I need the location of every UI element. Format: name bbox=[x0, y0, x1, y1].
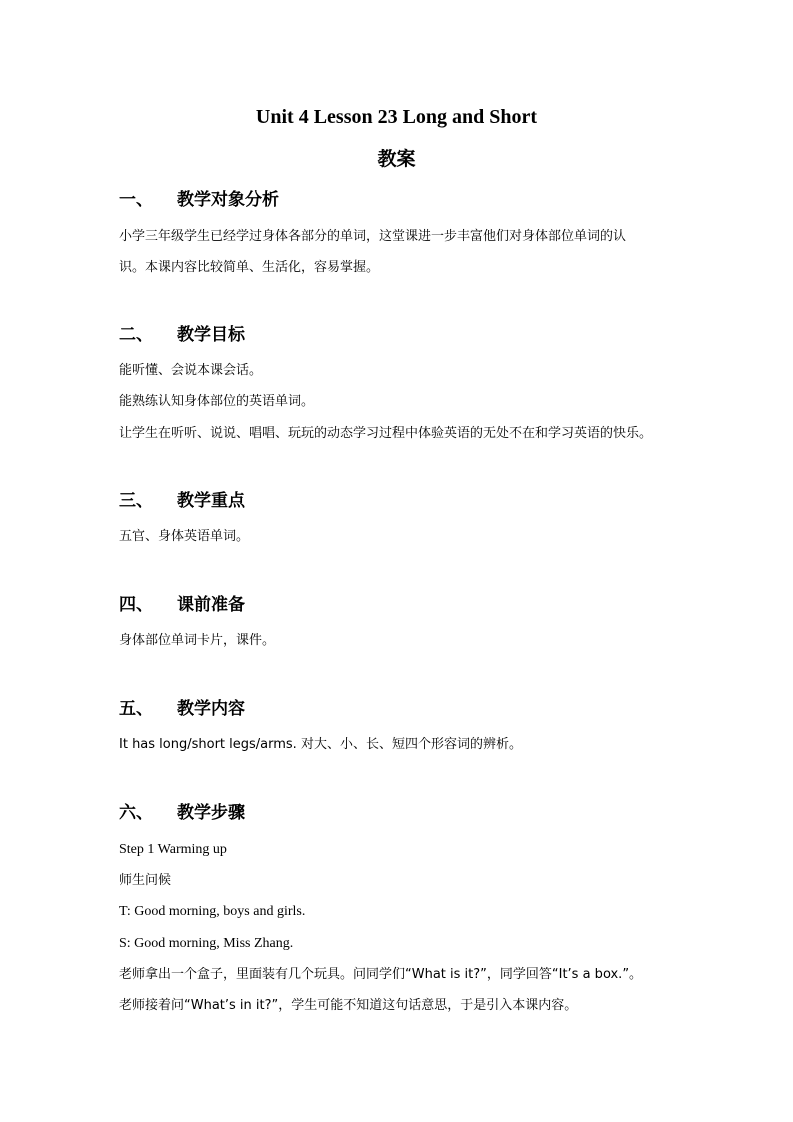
paragraph-line: T: Good morning, boys and girls. bbox=[119, 904, 306, 919]
section-heading-6 bbox=[119, 802, 245, 824]
section-title: 教学重点 bbox=[177, 491, 245, 511]
paragraph-line: 老师拿出一个盒子，里面装有几个玩具。问同学们“What is it?”，同学回答“It’s a box.”。 bbox=[119, 967, 643, 982]
paragraph-line: 让学生在听听、说说、唱唱、玩玩的动态学习过程中体验英语的无处不在和学习英语的快乐。 bbox=[119, 426, 653, 441]
paragraph-line: 五官、身体英语单词。 bbox=[119, 529, 250, 544]
section-heading-5 bbox=[119, 698, 245, 720]
paragraph-line: 老师接着问“What’s in it?”，学生可能不知道这句话意思，于是引入本课内容。 bbox=[119, 998, 578, 1013]
section-title: 教学对象分析 bbox=[177, 190, 279, 210]
paragraph-line: 能听懂、会说本课会话。 bbox=[119, 363, 263, 378]
section-number: 五、 bbox=[119, 699, 153, 719]
paragraph-line: 师生问候 bbox=[119, 873, 172, 888]
paragraph-line: 识。本课内容比较简单、生活化，容易掌握。 bbox=[119, 260, 380, 275]
section-title: 课前准备 bbox=[177, 595, 245, 615]
section-number: 四、 bbox=[119, 595, 153, 615]
section-heading-1 bbox=[119, 189, 279, 211]
document-title: Unit 4 Lesson 23 Long and Short bbox=[255, 106, 538, 128]
paragraph-line: Step 1 Warming up bbox=[119, 842, 227, 857]
section-number: 二、 bbox=[119, 325, 153, 345]
section-number: 三、 bbox=[119, 491, 153, 511]
section-heading-4 bbox=[119, 594, 245, 616]
section-heading-3 bbox=[119, 490, 245, 512]
section-title: 教学步骤 bbox=[177, 803, 245, 823]
paragraph-line: S: Good morning, Miss Zhang. bbox=[119, 936, 294, 951]
paragraph-line: 小学三年级学生已经学过身体各部分的单词，这堂课进一步丰富他们对身体部位单词的认 bbox=[119, 229, 627, 244]
section-number: 一、 bbox=[119, 190, 153, 210]
paragraph-line: 身体部位单词卡片，课件。 bbox=[119, 633, 276, 648]
section-number: 六、 bbox=[119, 803, 153, 823]
document-subtitle: 教案 bbox=[377, 148, 416, 170]
section-title: 教学内容 bbox=[177, 699, 245, 719]
paragraph-line: 能熟练认知身体部位的英语单词。 bbox=[119, 394, 315, 409]
section-title: 教学目标 bbox=[177, 325, 245, 345]
paragraph-line: It has long/short legs/arms. 对大、小、长、短四个形容词的辨析。 bbox=[119, 737, 522, 752]
section-heading-2 bbox=[119, 324, 245, 346]
